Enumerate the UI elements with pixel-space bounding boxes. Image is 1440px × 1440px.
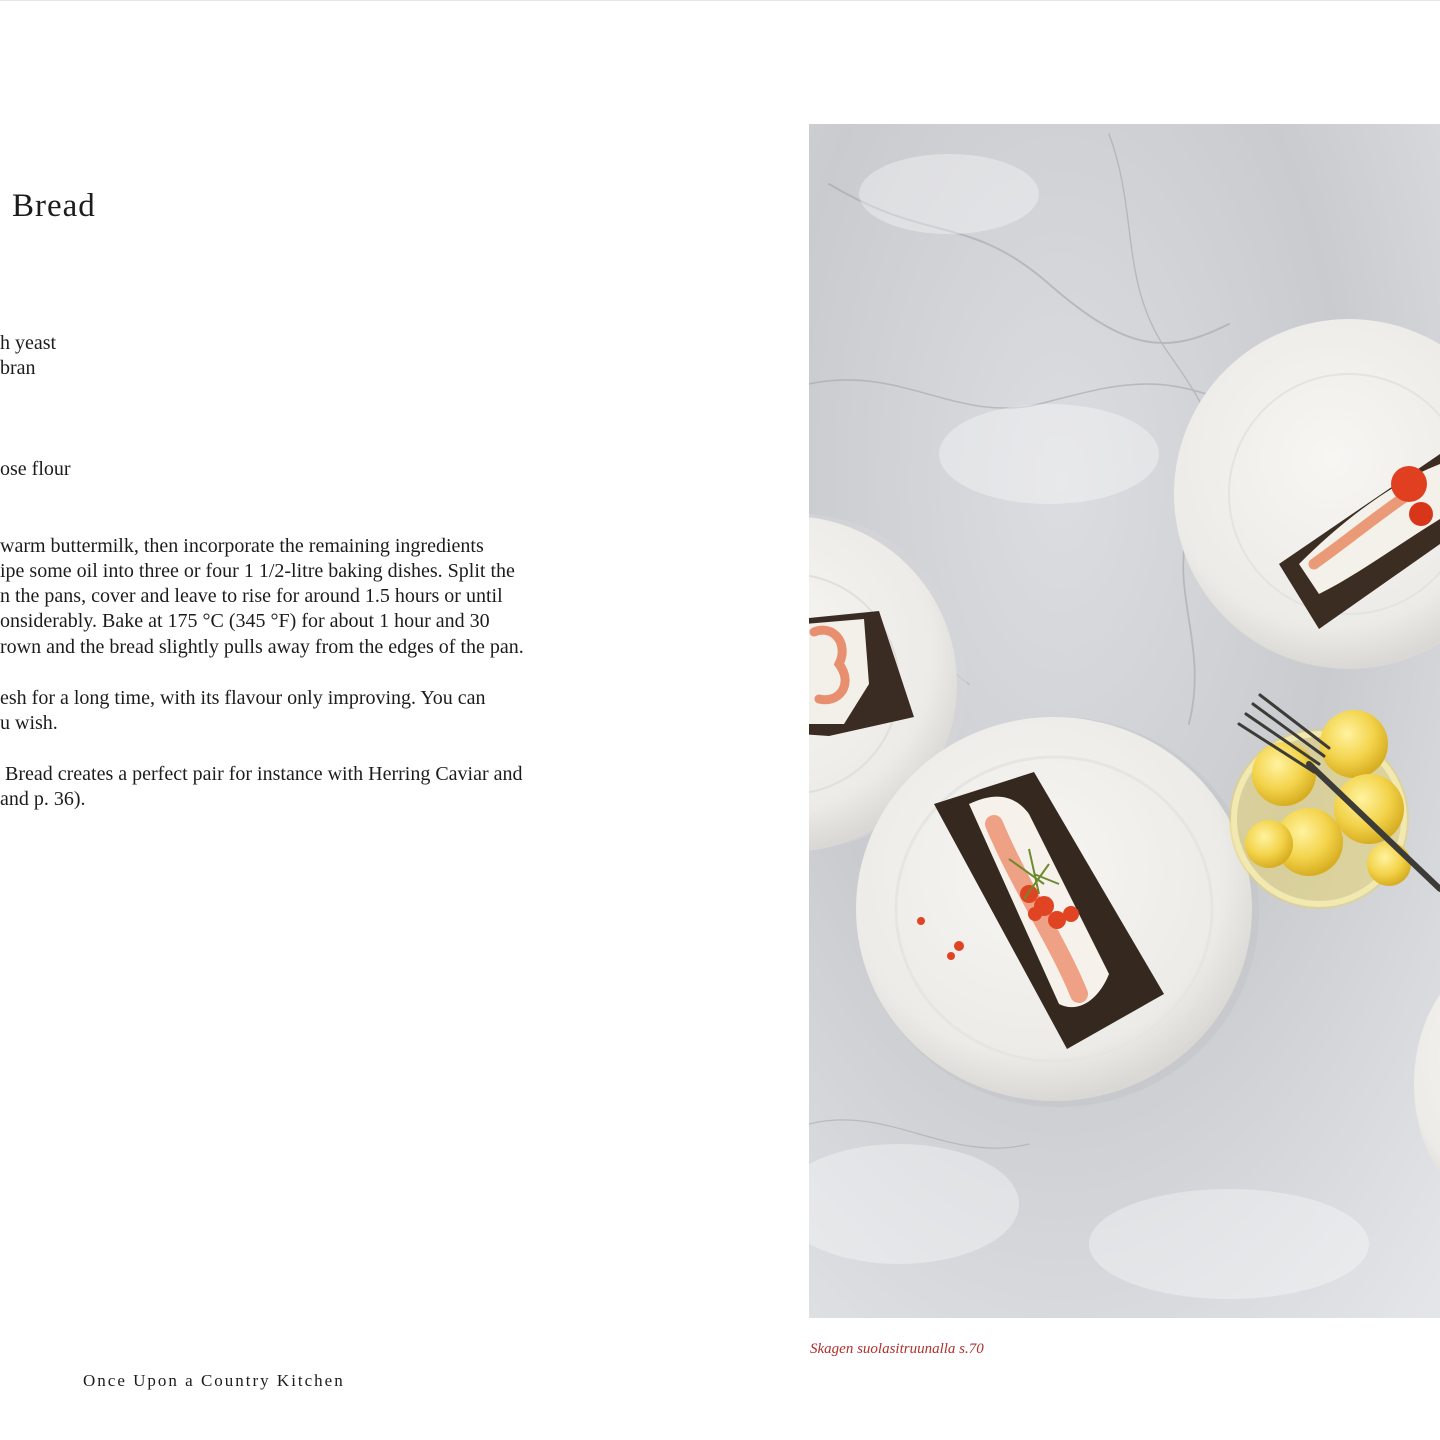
ingredient-line: bran	[0, 357, 36, 379]
method-line: ipe some oil into three or four 1 1/2-litre baking dishes. Split the	[0, 560, 515, 582]
method-line: onsiderably. Bake at 175 °C (345 °F) for about 1 hour and 30	[0, 610, 490, 632]
recipe-title: Bread	[12, 188, 96, 224]
pairing-line: Bread creates a perfect pair for instance with Herring Caviar and	[0, 763, 523, 785]
plate-center	[856, 717, 1259, 1107]
method-line: rown and the bread slightly pulls away from the edges of the pan.	[0, 636, 524, 658]
storage-line: u wish.	[0, 712, 58, 734]
food-photo	[809, 124, 1440, 1318]
pairing-line: and p. 36).	[0, 788, 86, 810]
method-line: warm buttermilk, then incorporate the remaining ingredients	[0, 535, 484, 557]
ingredient-line: ose flour	[0, 458, 71, 480]
ingredient-line: h yeast	[0, 332, 57, 354]
photo-caption: Skagen suolasitruunalla s.70	[810, 1341, 984, 1357]
book-title-footer: Once Upon a Country Kitchen	[83, 1371, 345, 1390]
method-line: n the pans, cover and leave to rise for around 1.5 hours or until	[0, 585, 503, 607]
storage-line: esh for a long time, with its flavour only improving. You can	[0, 687, 486, 709]
